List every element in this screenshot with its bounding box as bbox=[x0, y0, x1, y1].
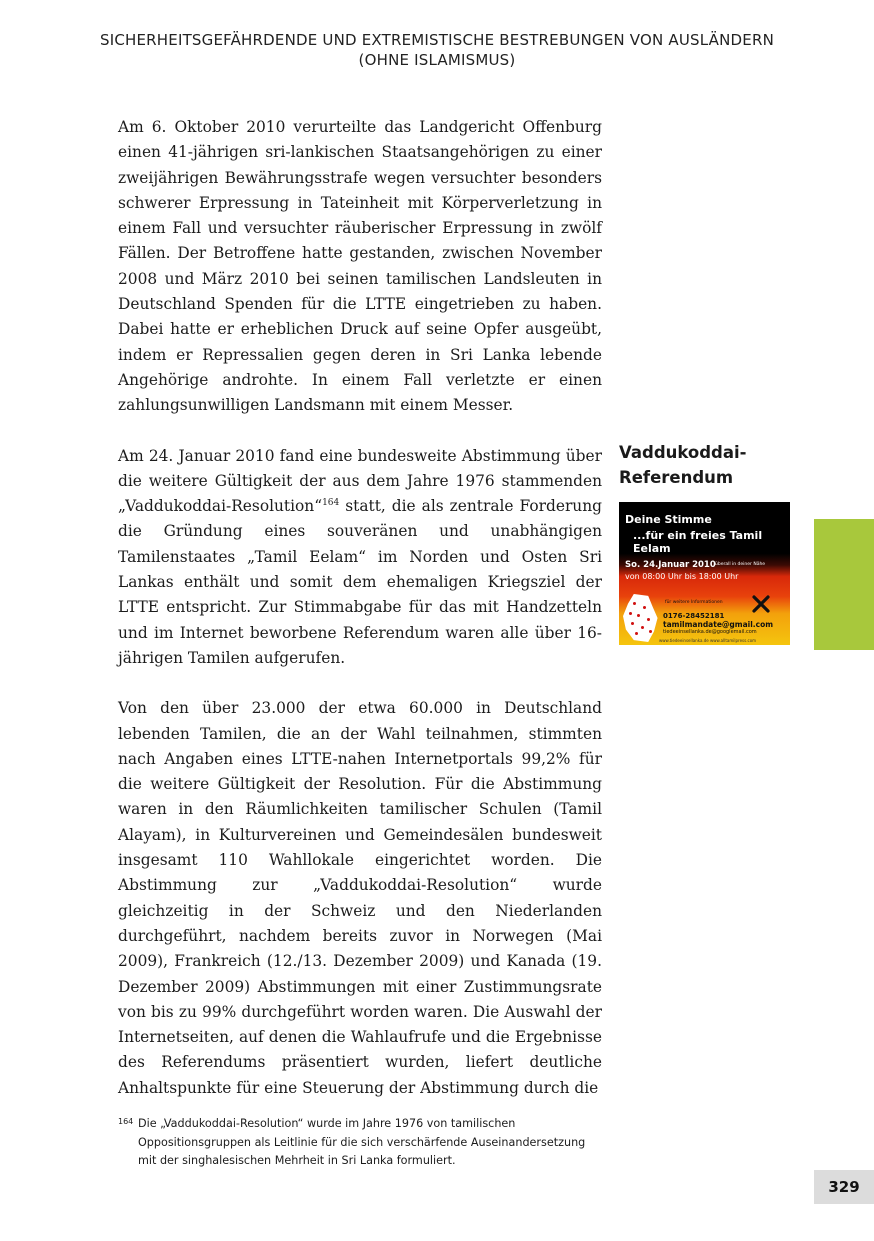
footnote-text: Die „Vaddukoddai-Resolution“ wurde im Jahre 1976 von tamilischen Oppositionsgruppen als Leitlinie für die sich verschärfende Auseinandersetzung mit der singhalesischen Mehrheit in Sri Lanka formuliert. bbox=[138, 1117, 586, 1167]
sidebar-heading-line2: Referendum bbox=[619, 468, 734, 487]
chapter-tab-marker bbox=[814, 519, 874, 650]
running-header-line1: SICHERHEITSGEFÄHRDENDE UND EXTREMISTISCHE BESTREBUNGEN VON AUSLÄNDERN bbox=[99, 31, 775, 49]
footnote-reference: 164 bbox=[322, 498, 340, 509]
flyer-line1: Deine Stimme bbox=[625, 513, 712, 526]
flyer-email2: tiedeeinsellanka.de@googlemail.com bbox=[663, 629, 757, 635]
paragraph-referendum-part2: statt, die als zentrale Forderung die Gründung eines souveränen und unabhängigen Tamilenstaates „Tamil Eelam“ im Norden und Osten Sri Lankas enthält und somit dem ehemaligen Kriegsziel der LTTE entspricht. Zur Stimmabgabe für das mit Handzetteln und im Internet beworbene Referendum waren alle über 16-jährigen Tamilen aufgerufen. bbox=[118, 497, 602, 667]
paragraph-results: Von den über 23.000 der etwa 60.000 in Deutschland lebenden Tamilen, die an der Wahl teilnahmen, stimmten nach Angaben eines LTTE-nahen Internetportals 99,2% für die weitere Gültigkeit der Resolution. Für die Abstimmung waren in den Räumlichkeiten tamilischer Schulen (Tamil Alayam), in Kulturvereinen und Gemeindesälen bundesweit insgesamt 110 Wahllokale eingerichtet worden. Die Abstimmung zur „Vaddukoddai-Resolution“ wurde gleichzeitig in der Schweiz und den Niederlanden durchgeführt, nachdem bereits zuvor in Norwegen (Mai 2009), Frankreich (12./13. Dezember 2009) und Kanada (19. Dezember 2009) Abstimmungen mit einer Zustimmungsrate von bis zu 99% durchgeführt worden waren. Die Auswahl der Internetseiten, auf denen die Wahlaufrufe und die Ergebnisse des Referendums präsentiert wurden, liefert deutliche Anhaltspunkte für eine Steuerung der Abstimmung durch die bbox=[118, 699, 602, 1097]
paragraph-referendum-part1: Am 24. Januar 2010 fand eine bundesweite Abstimmung über die weitere Gültigkeit der aus dem Jahre 1976 stammenden „Vaddukoddai-Resolution“ bbox=[118, 446, 602, 516]
sidebar-heading bbox=[619, 440, 819, 490]
main-text-column bbox=[118, 115, 602, 1126]
flyer-info: für weitere Informationen bbox=[665, 600, 723, 605]
flyer-line2: ...für ein freies Tamil Eelam bbox=[633, 529, 763, 555]
germany-map-icon bbox=[623, 594, 659, 642]
flyer-urls: www.tiedeeinsellanka.de www.alltamilpress.com bbox=[659, 638, 757, 643]
running-header-line2: (OHNE ISLAMISMUS) bbox=[358, 51, 516, 69]
footnote-number: 164 bbox=[118, 1117, 134, 1126]
flyer-email: tamilmandate@gmail.com bbox=[663, 620, 774, 629]
running-header bbox=[0, 30, 874, 70]
page-number: 329 bbox=[814, 1170, 874, 1204]
x-mark-icon bbox=[751, 594, 771, 614]
flyer-date: So. 24.Januar 2010 bbox=[625, 560, 716, 570]
flyer-date-note: überall in deiner Nähe bbox=[715, 562, 766, 567]
flyer-phone: 0176-28452181 bbox=[663, 612, 725, 620]
flyer-time: von 08:00 Uhr bis 18:00 Uhr bbox=[625, 572, 739, 581]
paragraph-court-ruling: Am 6. Oktober 2010 verurteilte das Landgericht Offenburg einen 41-jährigen sri-lankischen Staatsangehörigen zu einer zweijährigen Bewährungsstrafe wegen versuchter besonders schwerer Erpressung in Tateinheit mit Körperverletzung in einem Fall und versuchter räuberischer Erpressung in zwölf Fällen. Der Betroffene hatte gestanden, zwischen November 2008 und März 2010 bei seinen tamilischen Landsleuten in Deutschland Spenden für die LTTE eingetrieben zu haben. Dabei hatte er erheblichen Druck auf seine Opfer ausgeübt, indem er Repressalien gegen deren in Sri Lanka lebende Angehörige androhte. In einem Fall verletzte er einen zahlungsunwilligen Landsmann mit einem Messer. bbox=[118, 118, 602, 415]
paragraph-referendum bbox=[118, 444, 602, 672]
sidebar-heading-line1: Vaddukoddai- bbox=[619, 443, 747, 462]
referendum-flyer-image bbox=[619, 502, 790, 645]
footnote bbox=[118, 1115, 602, 1171]
